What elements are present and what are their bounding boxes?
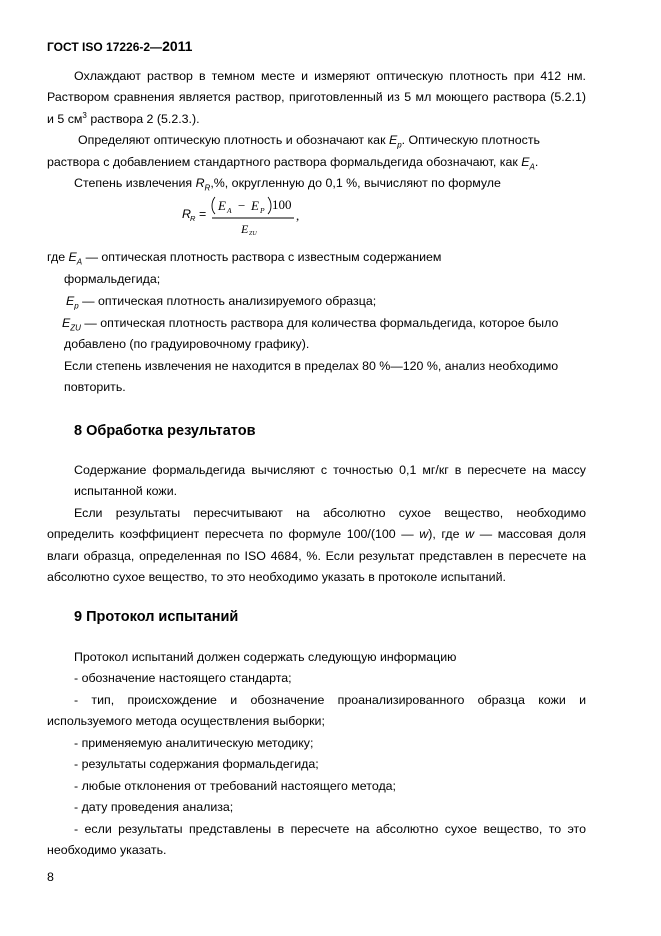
intro-p2-line2: раствора с добавлением стандартного раствора формальдегида обозначают, как $E_A$.: [47, 155, 539, 172]
formula-minus: −: [238, 198, 246, 213]
list-item: - применяемую аналитическую методику;: [74, 736, 314, 750]
section-8-p2-line4: абсолютно сухое вещество, то это необходимо указать в протоколе испытаний.: [47, 570, 506, 584]
section-9-intro: Протокол испытаний должен содержать следующую информацию: [74, 650, 457, 664]
formula-num-ep-sub: P: [260, 206, 265, 215]
list-item: - тип, происхождение и обозначение проанализированного образца кожи и: [74, 693, 586, 707]
list-item-cont: используемого метода осуществления выборки;: [47, 714, 325, 728]
intro-p1-line1: Охлаждают раствор в темном месте и измеряют оптическую плотность при 412 нм.: [74, 69, 586, 83]
where-ea-cont: формальдегида;: [64, 272, 161, 286]
formula-close-paren: [268, 197, 271, 214]
section-8-p2-line2: определить коэффициент пересчета по формуле 100/(100 — w), где w — массовая доля: [47, 527, 586, 541]
section-8-p1-line1: Содержание формальдегида вычисляют с точностью 0,1 мг/кг в пересчете на массу: [74, 463, 586, 477]
formula-den-sub: ZU: [249, 231, 257, 236]
formula-open-paren: [212, 197, 215, 214]
section-9-heading: 9 Протокол испытаний: [74, 609, 239, 625]
formula-num-ea-sub: A: [227, 206, 232, 215]
section-8-p1-line2: испытанной кожи.: [74, 484, 178, 498]
intro-p2-line1: Определяют оптическую плотность и обозначают как $E_p$. Оптическую плотность: [78, 133, 540, 150]
intro-p1-line3: и 5 $см^3$ раствора 2 (5.2.3.).: [47, 110, 200, 126]
section-8-p2-line3: влаги образца, определенная по ISO 4684, %. Если результат представлен в пересчете на: [47, 549, 586, 563]
header-year: 2011: [162, 38, 193, 54]
formula-lhs-sub: R: [190, 214, 196, 223]
where-ep: $E_p$ — оптическая плотность анализируемого образца;: [66, 294, 377, 311]
list-item: - результаты содержания формальдегида;: [74, 757, 319, 771]
formula-factor: 100: [272, 197, 292, 212]
header-prefix: ГОСТ ISO 17226-2—: [47, 40, 163, 54]
intro-p1-line2: Раствором сравнения является раствор, приготовленный из 5 мл моющего раствора (5.2.1): [47, 90, 586, 104]
list-item-cont: необходимо указать.: [47, 843, 167, 857]
list-item: - дату проведения анализа;: [74, 800, 234, 814]
formula-num-ea: E: [218, 198, 226, 213]
page-number: 8: [47, 870, 54, 884]
formula-comma: ,: [296, 208, 300, 223]
section-8-heading: 8 Обработка результатов: [74, 423, 256, 439]
formula-den: E: [241, 222, 249, 236]
section-8-p2-line1: Если результаты пересчитывают на абсолютно сухое вещество, необходимо: [74, 506, 586, 520]
recovery-note-line1: Если степень извлечения не находится в пределах 80 %—120 %, анализ необходимо: [64, 359, 559, 373]
recovery-note-line2: повторить.: [64, 380, 126, 394]
list-item: - если результаты представлены в пересчете на абсолютно сухое вещество, то это: [74, 822, 586, 836]
formula-num-ep: E: [251, 198, 259, 213]
where-ezu-cont: добавлено (по градуировочному графику).: [64, 337, 310, 351]
list-item: - любые отклонения от требований настоящего метода;: [74, 779, 397, 793]
list-item: - обозначение настоящего стандарта;: [74, 671, 292, 685]
where-ezu: $E_{ZU}$ — оптическая плотность раствора для количества формальдегида, которое было: [62, 316, 559, 333]
formula-lhs: R: [182, 207, 191, 221]
formula-equals: =: [199, 207, 207, 221]
recovery-formula: [182, 192, 312, 236]
where-ea: где $E_A$ — оптическая плотность раствора с известным содержанием: [47, 250, 442, 267]
standard-header: [47, 38, 192, 54]
intro-p3: Степень извлечения $R_R,\%$, округленную до 0,1 %, вычисляют по формуле: [74, 176, 501, 193]
